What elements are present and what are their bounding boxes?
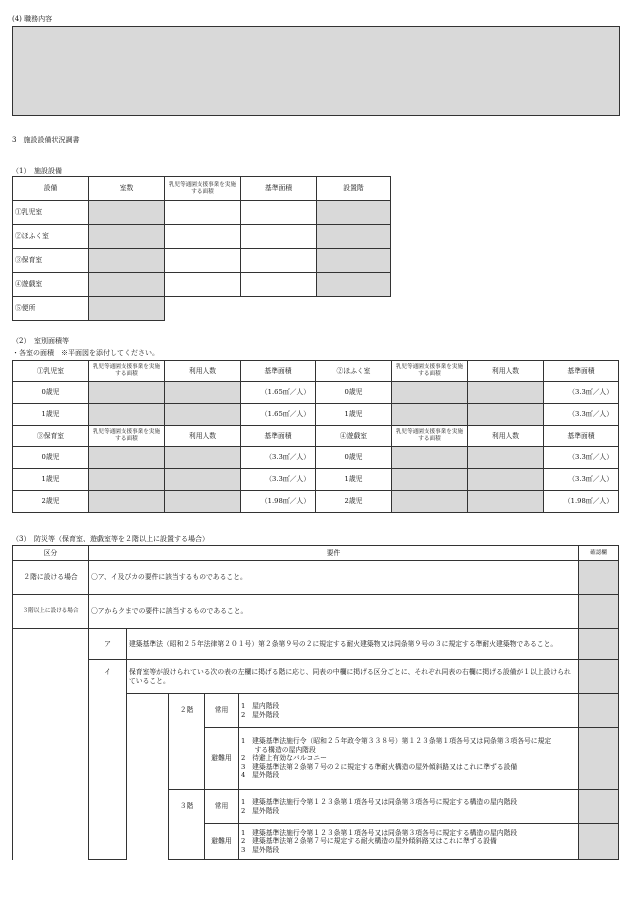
impl-area-cell[interactable]: [165, 201, 241, 225]
check-cell[interactable]: [579, 629, 619, 660]
col-impl-area: 乳児等通園支援事業を実施する面積: [89, 426, 165, 447]
age-label: 2歳児: [13, 491, 89, 513]
header-floor: 設置階: [317, 177, 391, 201]
list-item: 1 建築基準法施行令第１２３条第１項各号又は同条第３項各号に規定する構造の屋内階段: [241, 828, 518, 837]
impl-area-cell[interactable]: [165, 249, 241, 273]
room-count-cell[interactable]: [89, 297, 165, 321]
list-item: 3 屋外階段: [241, 845, 280, 854]
users-cell[interactable]: [468, 404, 544, 426]
users-cell[interactable]: [165, 447, 241, 469]
list-item: する構造の屋内階段: [241, 745, 316, 754]
users-cell[interactable]: [165, 491, 241, 513]
normal-label: 常用: [205, 790, 239, 824]
floor-cell[interactable]: [317, 249, 391, 273]
room-play: ④遊戯室: [316, 426, 392, 447]
col-std-area: 基準面積: [544, 426, 619, 447]
list-item: 2 屋外階段: [241, 806, 280, 815]
item-i-text: 保育室等が設けられている次の表の左欄に掲げる階に応じ、同表の中欄に掲げる区分ごとに、それぞれ同表の右欄に掲げる設備が１以上設けられていること。: [127, 660, 579, 694]
floor3-case-text: 〇アからクまでの要件に該当するものであること。: [89, 595, 579, 629]
list-item: 3 建築基準法第２条第７号の２に規定する準耐火構造の屋外傾斜路又はこれに準ずる設備: [241, 762, 518, 771]
impl-area-cell[interactable]: [392, 447, 468, 469]
col-users: 利用人数: [468, 426, 544, 447]
floor2-case-text: 〇ア、イ及びカの要件に該当するものであること。: [89, 561, 579, 595]
fire-table: [12, 545, 619, 860]
col-impl-area: 乳児等通園支援事業を実施する面積: [89, 361, 165, 382]
check-cell[interactable]: [579, 790, 619, 824]
floor-cell[interactable]: [317, 273, 391, 297]
check-cell[interactable]: [579, 824, 619, 860]
age-label: 0歳児: [316, 447, 392, 469]
impl-area-cell[interactable]: [392, 469, 468, 491]
check-cell[interactable]: [579, 595, 619, 629]
std-area-cell[interactable]: [241, 273, 317, 297]
std-area-cell[interactable]: [241, 201, 317, 225]
check-cell[interactable]: [579, 694, 619, 728]
age-label: 0歳児: [13, 447, 89, 469]
std-rate: （3.3㎡／人）: [544, 404, 619, 426]
std-rate: （3.3㎡／人）: [241, 447, 316, 469]
check-cell[interactable]: [579, 561, 619, 595]
facilities-heading: （1） 施設設備: [12, 167, 62, 175]
floor-cell[interactable]: [317, 201, 391, 225]
std-rate: （1.98㎡／人）: [241, 491, 316, 513]
room-count-cell[interactable]: [89, 249, 165, 273]
impl-area-cell[interactable]: [165, 273, 241, 297]
evac-label: 避難用: [205, 728, 239, 790]
floor3-evac-list: [239, 824, 579, 860]
room-count-cell[interactable]: [89, 225, 165, 249]
header-equipment: 設備: [13, 177, 89, 201]
room-nursery: ③保育室: [13, 426, 89, 447]
row-label: ①乳児室: [13, 201, 89, 225]
floor-cell[interactable]: [317, 225, 391, 249]
room-count-cell[interactable]: [89, 201, 165, 225]
facilities-table: [12, 176, 391, 321]
std-rate: （3.3㎡／人）: [544, 382, 619, 404]
row-label: ⑤便所: [13, 297, 89, 321]
col-check: 確認欄: [579, 546, 619, 561]
blank-indent: [127, 694, 169, 860]
std-area-cell[interactable]: [241, 225, 317, 249]
check-cell[interactable]: [579, 728, 619, 790]
room-count-cell[interactable]: [89, 273, 165, 297]
age-label: 1歳児: [316, 404, 392, 426]
header-impl-area: 乳児等通園支援事業を実施する面積: [165, 177, 241, 201]
evac-label: 避難用: [205, 824, 239, 860]
users-cell[interactable]: [468, 469, 544, 491]
list-item: 2 建築基準法第２条第７号に規定する耐火構造の屋外傾斜路又はこれに準ずる設備: [241, 837, 497, 846]
std-rate: （3.3㎡／人）: [241, 469, 316, 491]
col-users: 利用人数: [468, 361, 544, 382]
floor2-evac-list: [239, 728, 579, 790]
impl-area-cell[interactable]: [89, 469, 165, 491]
duties-box[interactable]: [12, 26, 620, 116]
users-cell[interactable]: [468, 491, 544, 513]
section3-title: 3 施設設備状況調書: [12, 136, 80, 144]
age-label: 0歳児: [316, 382, 392, 404]
impl-area-cell[interactable]: [89, 447, 165, 469]
duties-heading: (4) 職務内容: [12, 15, 53, 23]
item-a-text: 建築基準法（昭和２５年法律第２０１号）第２条第９号の２に規定する耐火建築物又は同条第９号の３に規定する準耐火建築物であること。: [127, 629, 579, 660]
impl-area-cell[interactable]: [89, 382, 165, 404]
impl-area-cell[interactable]: [392, 491, 468, 513]
col-std-area: 基準面積: [544, 361, 619, 382]
col-users: 利用人数: [165, 361, 241, 382]
age-label: 1歳児: [13, 469, 89, 491]
age-label: 2歳児: [316, 491, 392, 513]
users-cell[interactable]: [468, 447, 544, 469]
list-item: 4 屋外階段: [241, 771, 280, 780]
floor2-case-label: ２階に設ける場合: [13, 561, 89, 595]
impl-area-cell[interactable]: [89, 404, 165, 426]
std-rate: （1.65㎡／人）: [241, 404, 316, 426]
users-cell[interactable]: [165, 382, 241, 404]
row-label: ③保育室: [13, 249, 89, 273]
std-area-cell[interactable]: [241, 249, 317, 273]
fire-heading: （3） 防災等（保育室、遊戯室等を２階以上に設置する場合）: [12, 535, 209, 543]
room-area-note: ・各室の面積 ※平面図を添付してください。: [12, 349, 159, 357]
impl-area-cell[interactable]: [392, 382, 468, 404]
col-impl-area: 乳児等通園支援事業を実施する面積: [392, 426, 468, 447]
floor3-label: ３階: [169, 790, 205, 860]
impl-area-cell[interactable]: [392, 404, 468, 426]
room-infant: ①乳児室: [13, 361, 89, 382]
blank-category: [13, 629, 89, 860]
col-users: 利用人数: [165, 426, 241, 447]
header-std-area: 基準面積: [241, 177, 317, 201]
list-item: 1 屋内階段: [241, 702, 280, 711]
impl-area-cell[interactable]: [89, 491, 165, 513]
col-std-area: 基準面積: [241, 361, 316, 382]
floor2-label: ２階: [169, 694, 205, 790]
row-label: ②ほふく室: [13, 225, 89, 249]
age-label: 1歳児: [13, 404, 89, 426]
col-requirement: 要件: [89, 546, 579, 561]
floor3-case-label: ３階以上に設ける場合: [13, 595, 89, 629]
floor3-normal-list: [239, 790, 579, 824]
header-room-count: 室数: [89, 177, 165, 201]
age-label: 0歳児: [13, 382, 89, 404]
normal-label: 常用: [205, 694, 239, 728]
std-rate: （3.3㎡／人）: [544, 447, 619, 469]
list-item: 1 建築基準法施行令第１２３条第１項各号又は同条第３項各号に規定する構造の屋内階段: [241, 798, 518, 807]
users-cell[interactable]: [165, 404, 241, 426]
floor2-normal-list: [239, 694, 579, 728]
room-area-table: [12, 360, 619, 513]
room-crawl: ②ほふく室: [316, 361, 392, 382]
col-category: 区分: [13, 546, 89, 561]
list-item: 2 待避上有効なバルコニー: [241, 754, 327, 763]
age-label: 1歳児: [316, 469, 392, 491]
row-label: ④遊戯室: [13, 273, 89, 297]
std-rate: （3.3㎡／人）: [544, 469, 619, 491]
list-item: 1 建築基準法施行令（昭和２５年政令第３３８号）第１２３条第１項各号又は同条第３項各号に規定: [241, 737, 552, 746]
std-rate: （1.65㎡／人）: [241, 382, 316, 404]
list-item: 2 屋外階段: [241, 710, 280, 719]
impl-area-cell[interactable]: [165, 225, 241, 249]
room-area-heading: （2） 室別面積等: [12, 337, 69, 345]
col-std-area: 基準面積: [241, 426, 316, 447]
users-cell[interactable]: [165, 469, 241, 491]
col-impl-area: 乳児等通園支援事業を実施する面積: [392, 361, 468, 382]
item-i-label: イ: [89, 660, 127, 860]
check-cell[interactable]: [579, 660, 619, 694]
users-cell[interactable]: [468, 382, 544, 404]
item-a-label: ア: [89, 629, 127, 660]
std-rate: （1.98㎡／人）: [544, 491, 619, 513]
